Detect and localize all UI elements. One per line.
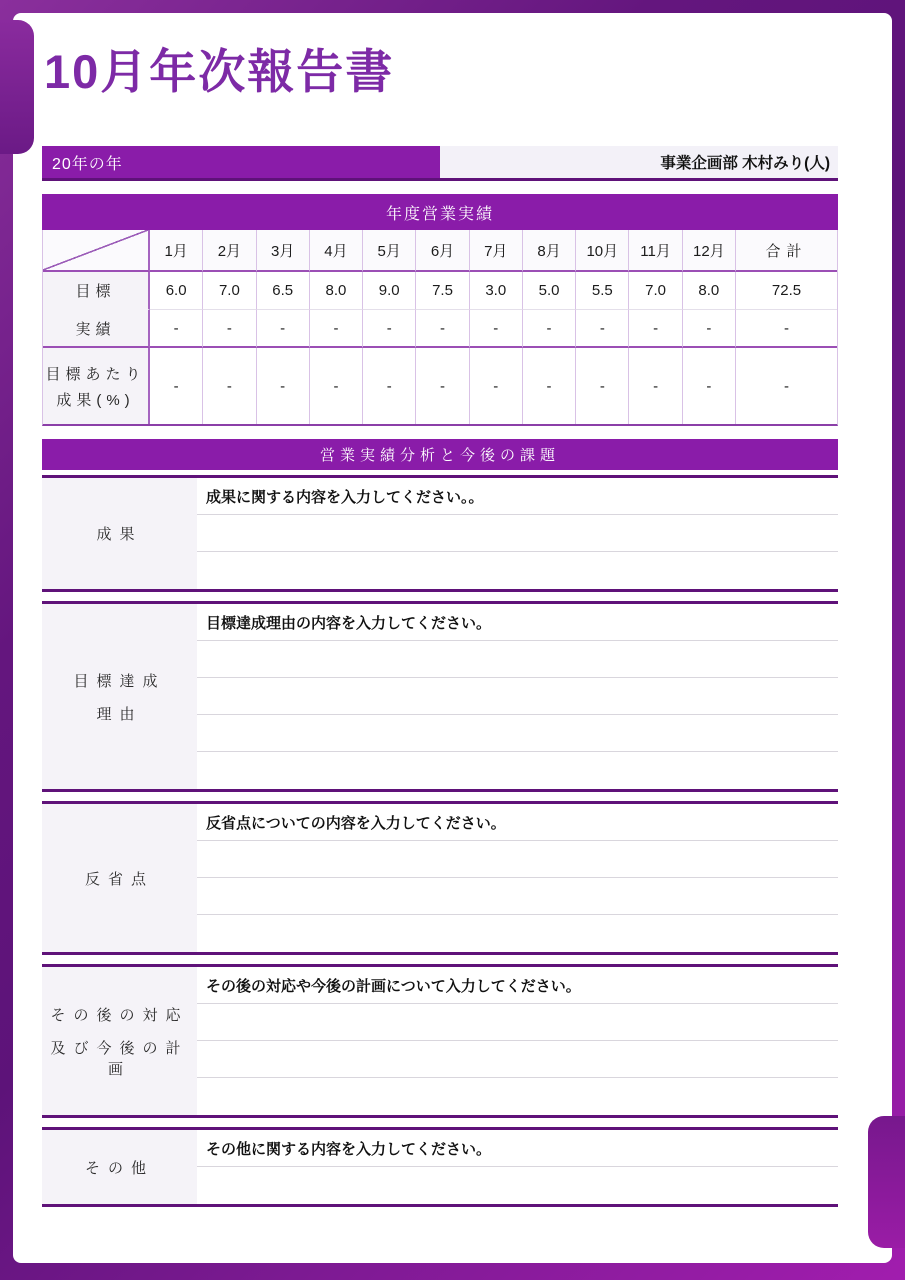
section-label	[42, 604, 197, 789]
section-label-line: 理由	[96, 705, 143, 723]
value-cell: 7.5	[416, 272, 469, 310]
sales-table-grid	[42, 230, 838, 426]
value-cell[interactable]: -	[203, 348, 256, 424]
value-cell[interactable]: -	[523, 310, 576, 348]
value-cell[interactable]: -	[683, 348, 736, 424]
value-cell[interactable]: -	[576, 348, 629, 424]
value-cell: 6.5	[257, 272, 310, 310]
column-header-cell: 3月	[257, 230, 310, 272]
section-label-line: 反省点	[84, 870, 154, 888]
row-label-line: 成果(%)	[56, 391, 135, 409]
analysis-section	[42, 475, 838, 592]
value-cell: 3.0	[470, 272, 523, 310]
section-empty-row	[197, 1041, 838, 1078]
frame-corner-decoration-bottom-right	[868, 1116, 905, 1248]
analysis-section	[42, 801, 838, 955]
column-header-cell: 合計	[736, 230, 837, 272]
column-header-cell: 10月	[576, 230, 629, 272]
section-empty-row	[197, 752, 838, 789]
section-placeholder-text[interactable]: その他に関する内容を入力してください。	[197, 1130, 838, 1167]
section-content	[197, 478, 838, 589]
column-header-cell: 5月	[363, 230, 416, 272]
section-empty-row	[197, 1078, 838, 1115]
value-cell[interactable]: -	[784, 377, 789, 395]
section-empty-row	[197, 841, 838, 878]
section-label-line: 成果	[96, 526, 143, 544]
row-label-cell	[43, 310, 150, 348]
row-label-line: 実績	[75, 320, 116, 338]
value-cell[interactable]: -	[363, 310, 416, 348]
analysis-section	[42, 601, 838, 792]
section-content	[197, 1130, 838, 1204]
row-label-line: 目標あたり	[45, 365, 146, 383]
row-label-line: 目標	[75, 283, 116, 301]
section-label	[42, 967, 197, 1115]
section-content	[197, 967, 838, 1115]
analysis-sections	[42, 475, 838, 1207]
value-cell: 8.0	[683, 272, 736, 310]
value-cell: 8.0	[310, 272, 363, 310]
value-cell[interactable]: -	[576, 310, 629, 348]
row-label-cell	[43, 272, 150, 310]
section-placeholder-text[interactable]: 成果に関する内容を入力してください。。	[197, 478, 838, 515]
value-cell[interactable]: -	[629, 310, 682, 348]
section-label-line: その他	[84, 1159, 154, 1177]
diagonal-header-cell	[43, 230, 150, 272]
section-empty-row	[197, 915, 838, 952]
column-header-cell: 6月	[416, 230, 469, 272]
section-content	[197, 604, 838, 789]
column-header-cell: 7月	[470, 230, 523, 272]
section-empty-row	[197, 515, 838, 552]
value-cell[interactable]: -	[257, 310, 310, 348]
section-placeholder-text[interactable]: その後の対応や今後の計画について入力してください。	[197, 967, 838, 1004]
department-author-cell: 事業企画部 木村みり(人)	[440, 146, 838, 178]
section-empty-row	[197, 1004, 838, 1041]
row-label-cell	[43, 348, 150, 424]
value-cell: 5.5	[576, 272, 629, 310]
section-empty-row	[197, 641, 838, 678]
page-title: 10月年次報告書	[44, 45, 395, 98]
sales-table-title-banner: 年度営業実績	[42, 194, 838, 230]
value-cell[interactable]: -	[150, 310, 203, 348]
section-empty-row	[197, 715, 838, 752]
column-header-cell: 2月	[203, 230, 256, 272]
value-cell[interactable]: -	[683, 310, 736, 348]
value-cell: 7.0	[629, 272, 682, 310]
column-header-cell: 1月	[150, 230, 203, 272]
frame-corner-decoration-top-left	[0, 20, 34, 154]
column-header-cell: 8月	[523, 230, 576, 272]
value-cell[interactable]: -	[310, 310, 363, 348]
value-cell[interactable]: -	[736, 310, 837, 348]
section-empty-row	[197, 1167, 838, 1204]
value-cell[interactable]: -	[257, 348, 310, 424]
section-label-line: 目標達成	[73, 672, 166, 690]
analysis-section	[42, 964, 838, 1118]
section-label	[42, 478, 197, 589]
analysis-section	[42, 1127, 838, 1207]
header-bar	[42, 146, 838, 181]
value-cell[interactable]: -	[470, 348, 523, 424]
section-content	[197, 804, 838, 952]
section-label	[42, 1130, 197, 1204]
value-cell: 6.0	[150, 272, 203, 310]
section-empty-row	[197, 552, 838, 589]
value-cell[interactable]: -	[416, 310, 469, 348]
value-cell: 7.0	[203, 272, 256, 310]
value-cell[interactable]: -	[150, 348, 203, 424]
column-header-cell: 4月	[310, 230, 363, 272]
value-cell[interactable]: -	[363, 348, 416, 424]
value-cell[interactable]: -	[203, 310, 256, 348]
value-cell: 72.5	[736, 272, 837, 310]
value-cell: 9.0	[363, 272, 416, 310]
analysis-title-banner: 営業実績分析と今後の課題	[42, 439, 838, 470]
section-placeholder-text[interactable]: 目標達成理由の内容を入力してください。	[197, 604, 838, 641]
column-header-cell: 11月	[629, 230, 682, 272]
section-placeholder-text[interactable]: 反省点についての内容を入力してください。	[197, 804, 838, 841]
section-empty-row	[197, 878, 838, 915]
section-label-line: その後の対応	[50, 1006, 189, 1024]
report-page	[42, 0, 838, 1216]
section-empty-row	[197, 678, 838, 715]
report-period-cell: 20年の年	[42, 146, 440, 178]
value-cell: 5.0	[523, 272, 576, 310]
column-header-cell: 12月	[683, 230, 736, 272]
value-cell[interactable]: -	[310, 348, 363, 424]
value-cell[interactable]: -	[629, 348, 682, 424]
value-cell[interactable]: -	[416, 348, 469, 424]
value-cell[interactable]: -	[470, 310, 523, 348]
section-label	[42, 804, 197, 952]
section-label-line: 及び今後の計画	[50, 1039, 189, 1078]
value-cell[interactable]: -	[523, 348, 576, 424]
